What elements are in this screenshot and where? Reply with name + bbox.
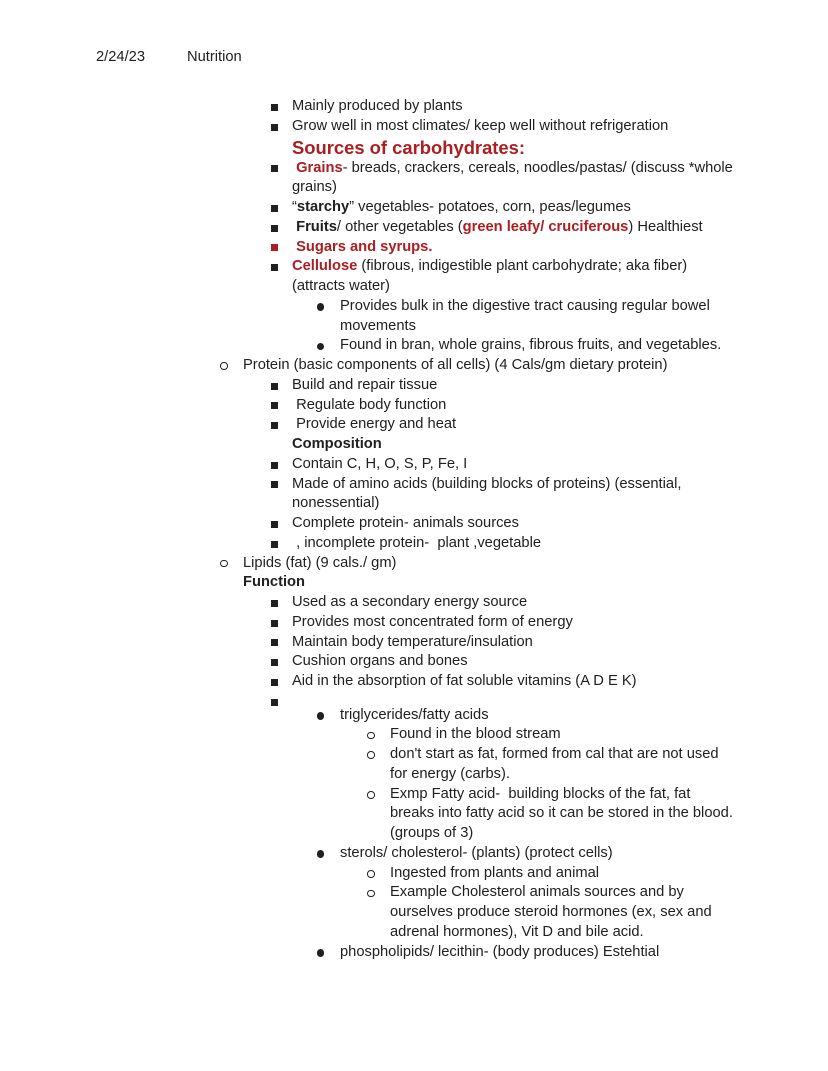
bullet-square-icon	[271, 455, 292, 475]
outline-item-text: Regulate body function	[292, 396, 447, 413]
bullet-circle-icon	[367, 745, 390, 785]
outline-item	[0, 785, 737, 844]
bullet-square-icon	[271, 672, 292, 692]
outline-item-text: Cellulose (fibrous, indigestible plant carbohydrate; aka fiber) (attracts water)	[292, 258, 692, 294]
outline-item	[0, 514, 737, 534]
outline-item-text: Complete protein- animals sources	[292, 515, 519, 531]
bullet-spacer	[271, 137, 292, 159]
bullet-disc-icon	[317, 844, 340, 864]
outline-item-text: Used as a secondary energy source	[292, 594, 528, 610]
bullet-circle-icon	[220, 554, 243, 574]
outline-item-text: Example Cholesterol animals sources and by ourselves produce steroid hormones (ex, sex and adrenal hormones), Vit D and bile acid.	[390, 884, 716, 940]
outline-item	[0, 218, 737, 238]
bullet-square-icon	[271, 159, 292, 199]
outline-item	[0, 159, 737, 199]
bullet-square-icon	[271, 514, 292, 534]
outline-item	[0, 692, 737, 706]
header-date: 2/24/23	[96, 49, 146, 65]
outline-item	[0, 672, 737, 692]
outline-item-text: Sugars and syrups.	[296, 238, 433, 255]
bullet-square-icon	[271, 376, 292, 396]
outline-item	[0, 943, 737, 963]
outline-item	[0, 435, 737, 455]
outline-item	[0, 864, 737, 884]
bullet-circle-icon	[220, 356, 243, 376]
bullet-circle-icon	[367, 883, 390, 942]
outline-item-text: Sources of carbohydrates:	[292, 136, 526, 158]
outline-list	[0, 97, 737, 962]
bullet-square-icon	[271, 117, 292, 137]
outline-item-text: Lipids (fat) (9 cals./ gm)	[243, 554, 397, 571]
outline-item	[0, 745, 737, 785]
outline-item-text: Provides most concentrated form of energy	[292, 613, 573, 630]
outline-item-text: Maintain body temperature/insulation	[292, 633, 533, 650]
outline-item-text: “starchy” vegetables- potatoes, corn, peas/legumes	[292, 199, 631, 215]
bullet-square-icon	[271, 198, 292, 218]
outline-item-text: Build and repair tissue	[292, 376, 438, 393]
outline-item-text: , incomplete protein- plant ,vegetable	[292, 534, 542, 551]
outline-item	[0, 455, 737, 475]
outline-item	[0, 652, 737, 672]
bullet-square-icon	[271, 534, 292, 554]
outline-item	[0, 117, 737, 137]
bullet-square-icon	[271, 97, 292, 117]
outline-item-text: Found in the blood stream	[390, 726, 561, 743]
bullet-disc-icon	[317, 297, 340, 337]
bullet-square-icon	[271, 692, 292, 706]
outline-item	[0, 534, 737, 554]
bullet-square-icon	[271, 613, 292, 633]
outline-item-text: triglycerides/fatty acids	[340, 706, 489, 723]
outline-item-text: Provide energy and heat	[292, 416, 457, 433]
outline-item-text: don't start as fat, formed from cal that are not used for energy (carbs).	[390, 746, 723, 782]
outline-item	[0, 633, 737, 653]
outline-item-text: Grains- breads, crackers, cereals, noodles/pastas/ (discuss *whole grains)	[292, 159, 737, 196]
outline-item-text: sterols/ cholesterol- (plants) (protect cells)	[340, 844, 613, 861]
outline-item-text: Protein (basic components of all cells) (4 Cals/gm dietary protein)	[243, 357, 668, 373]
outline-item	[0, 593, 737, 613]
bullet-square-icon	[271, 652, 292, 672]
outline-item-text: Composition	[292, 436, 382, 452]
bullet-square-icon	[271, 633, 292, 653]
bullet-square-icon	[271, 257, 292, 297]
outline-item-text: Fruits/ other vegetables (green leafy/ cruciferous) Healthiest	[296, 218, 703, 235]
bullet-disc-icon	[317, 336, 340, 356]
outline-item-text: Contain C, H, O, S, P, Fe, I	[292, 455, 468, 472]
outline-item-text: Mainly produced by plants	[292, 98, 463, 114]
page-header	[0, 50, 828, 70]
bullet-disc-icon	[317, 706, 340, 726]
outline-item	[0, 336, 737, 356]
outline-item	[0, 198, 737, 218]
outline-item-text: phospholipids/ lecithin- (body produces) Estehtial	[340, 943, 660, 960]
outline-item	[0, 554, 737, 574]
outline-item-text: Cushion organs and bones	[292, 653, 468, 670]
outline-item	[0, 415, 737, 435]
bullet-square-icon	[271, 593, 292, 613]
bullet-square-icon	[271, 475, 292, 515]
bullet-square-icon	[271, 218, 292, 238]
outline-item	[0, 97, 737, 117]
outline-item	[0, 376, 737, 396]
outline-item	[0, 573, 737, 593]
outline-item	[0, 396, 737, 416]
outline-item-text: Made of amino acids (building blocks of proteins) (essential, nonessential)	[292, 475, 686, 512]
bullet-disc-icon	[317, 943, 340, 963]
outline-item-text: Provides bulk in the digestive tract causing regular bowel movements	[340, 297, 714, 334]
bullet-square-red-icon	[271, 238, 292, 258]
outline-item	[0, 257, 737, 297]
bullet-square-icon	[271, 415, 292, 435]
outline-item	[0, 356, 737, 376]
outline-item-text: Grow well in most climates/ keep well without refrigeration	[292, 117, 669, 134]
bullet-circle-icon	[367, 785, 390, 844]
outline-item	[0, 238, 737, 258]
outline-item	[0, 706, 737, 726]
outline-item	[0, 613, 737, 633]
outline-item	[0, 883, 737, 942]
outline-item-text: Exmp Fatty acid- building blocks of the fat, fat breaks into fatty acid so it can be stored in the blood. (groups of 3)	[390, 785, 738, 842]
outline-item	[0, 725, 737, 745]
bullet-square-icon	[271, 396, 292, 416]
outline-item-text	[292, 692, 737, 706]
outline-item	[0, 475, 737, 515]
outline-item-text: Aid in the absorption of fat soluble vitamins (A D E K)	[292, 673, 637, 689]
outline-item-text: Function	[243, 574, 305, 591]
bullet-circle-icon	[367, 725, 390, 745]
header-title: Nutrition	[187, 49, 242, 65]
outline-heading-row	[0, 137, 737, 159]
outline-item	[0, 844, 737, 864]
outline-item	[0, 297, 737, 337]
bullet-spacer	[220, 573, 243, 593]
bullet-spacer	[271, 435, 292, 455]
bullet-circle-icon	[367, 864, 390, 884]
outline-item-text: Found in bran, whole grains, fibrous fruits, and vegetables.	[340, 337, 722, 354]
outline-item-text: Ingested from plants and animal	[390, 864, 600, 881]
